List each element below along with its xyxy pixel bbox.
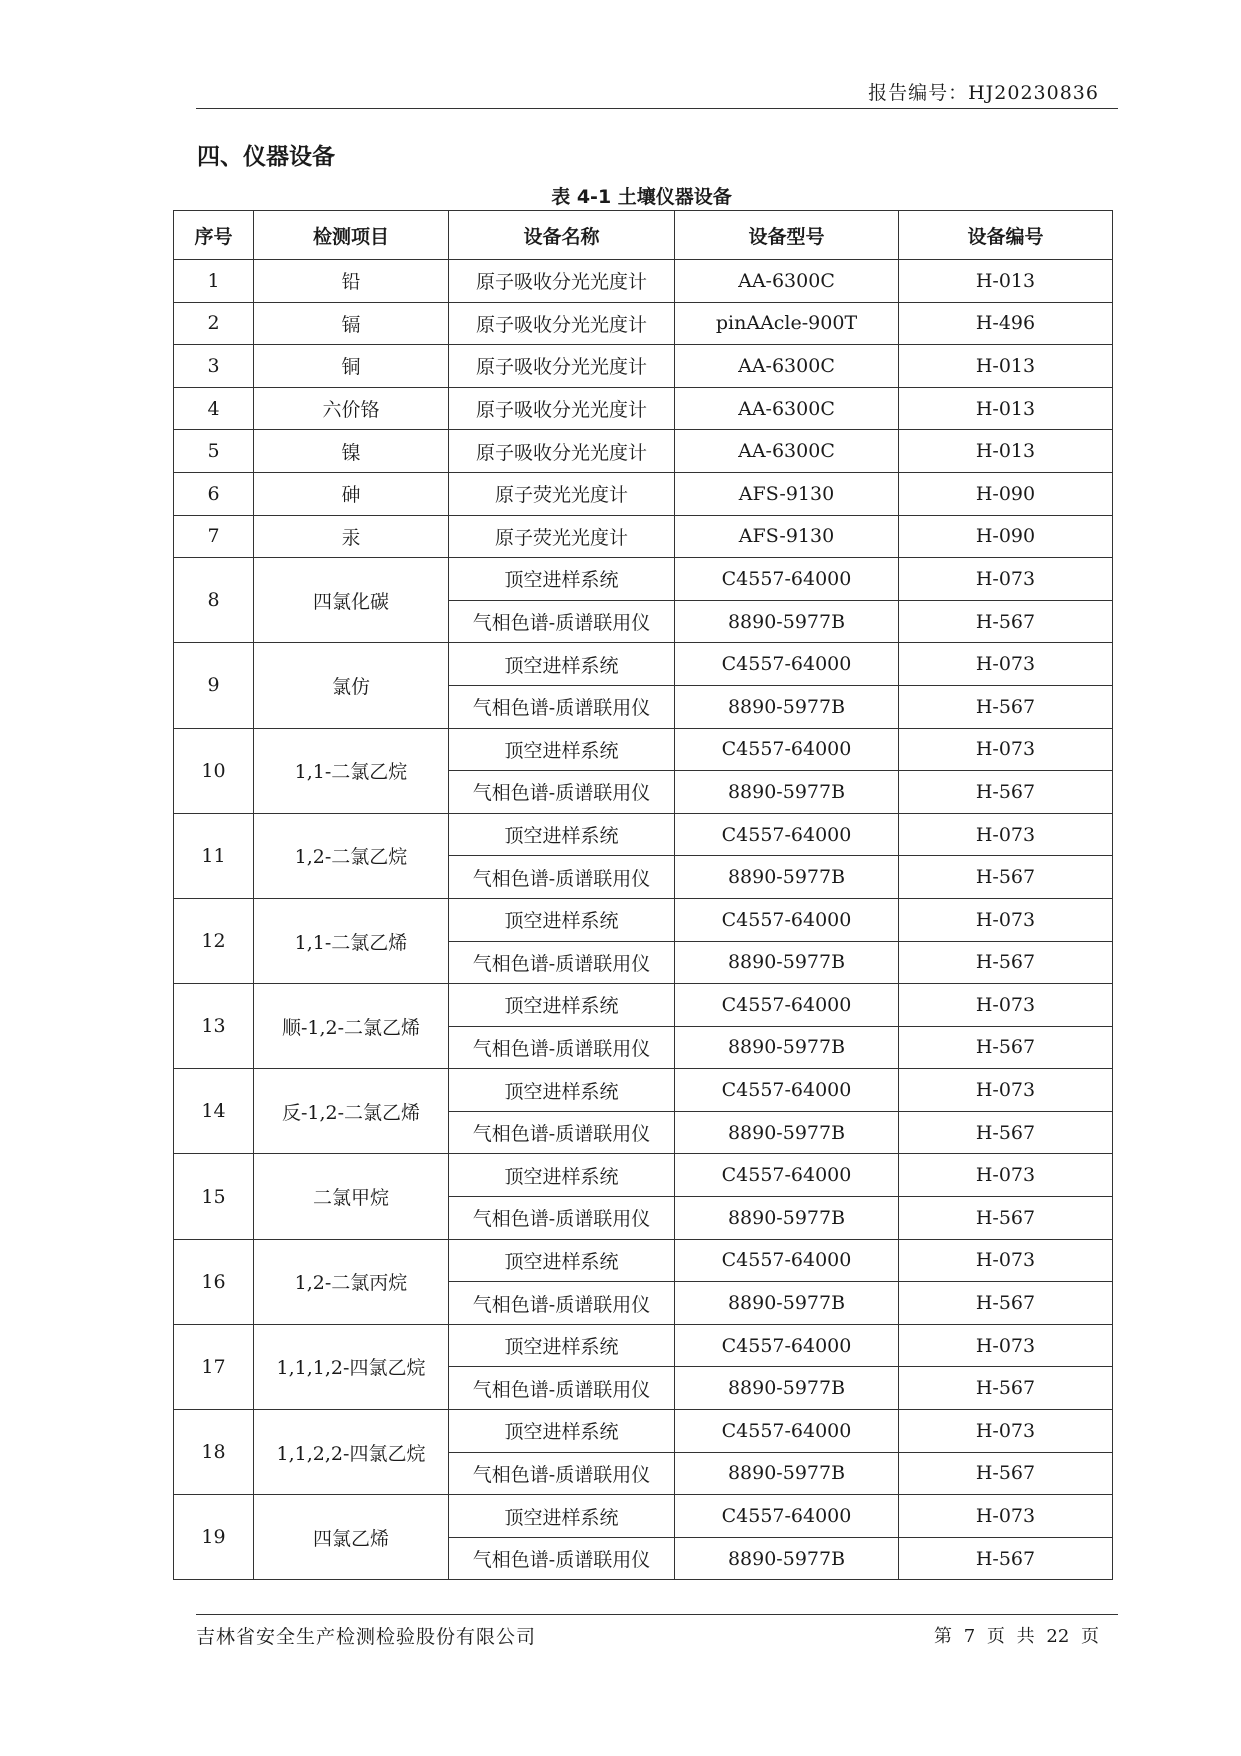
table-row [174,1239,1113,1282]
cell-equipment-model: 8890-5977B [675,600,899,643]
cell-equipment-id: H-073 [899,984,1113,1027]
cell-equipment-id: H-090 [899,515,1113,558]
cell-item: 砷 [254,472,449,515]
header-item: 检测项目 [254,211,449,260]
cell-no: 6 [174,472,254,515]
cell-equipment-name: 顶空进样系统 [449,1495,675,1538]
cell-equipment-id: H-567 [899,1282,1113,1325]
cell-equipment-name: 顶空进样系统 [449,898,675,941]
cell-no: 3 [174,345,254,388]
cell-equipment-id: H-073 [899,1154,1113,1197]
cell-equipment-model: C4557-64000 [675,984,899,1027]
cell-equipment-name: 气相色谱-质谱联用仪 [449,1452,675,1495]
cell-equipment-model: AA-6300C [675,387,899,430]
table-body [174,260,1113,1580]
cell-equipment-model: 8890-5977B [675,1537,899,1580]
table-row [174,1495,1113,1538]
cell-item: 六价铬 [254,387,449,430]
cell-item: 汞 [254,515,449,558]
cell-item: 1,1-二氯乙烷 [254,728,449,813]
cell-equipment-id: H-073 [899,1069,1113,1112]
cell-equipment-name: 气相色谱-质谱联用仪 [449,1026,675,1069]
table-row [174,260,1113,303]
cell-equipment-id: H-073 [899,558,1113,601]
cell-item: 1,2-二氯丙烷 [254,1239,449,1324]
cell-equipment-name: 原子吸收分光光度计 [449,345,675,388]
cell-no: 9 [174,643,254,728]
cell-item: 铜 [254,345,449,388]
cell-item: 镍 [254,430,449,473]
table-row [174,515,1113,558]
cell-equipment-id: H-567 [899,941,1113,984]
cell-no: 19 [174,1495,254,1580]
table-row [174,813,1113,856]
cell-equipment-name: 原子荧光光度计 [449,472,675,515]
header-no: 序号 [174,211,254,260]
section-title: 四、仪器设备 [197,144,335,170]
cell-equipment-name: 顶空进样系统 [449,1324,675,1367]
cell-equipment-model: C4557-64000 [675,1239,899,1282]
cell-equipment-model: 8890-5977B [675,1026,899,1069]
cell-equipment-model: C4557-64000 [675,1154,899,1197]
equipment-table [173,210,1113,1580]
cell-equipment-model: 8890-5977B [675,1452,899,1495]
cell-equipment-model: C4557-64000 [675,1410,899,1453]
table-row [174,1154,1113,1197]
table-row [174,1410,1113,1453]
header-equipment-model: 设备型号 [675,211,899,260]
cell-equipment-name: 顶空进样系统 [449,1239,675,1282]
report-number: 报告编号：HJ20230836 [868,82,1099,104]
cell-equipment-name: 气相色谱-质谱联用仪 [449,771,675,814]
cell-equipment-name: 气相色谱-质谱联用仪 [449,1537,675,1580]
cell-equipment-model: 8890-5977B [675,771,899,814]
cell-item: 1,1-二氯乙烯 [254,898,449,983]
cell-equipment-name: 顶空进样系统 [449,813,675,856]
table-row [174,1324,1113,1367]
table-row [174,302,1113,345]
table-row [174,643,1113,686]
cell-equipment-model: 8890-5977B [675,856,899,899]
cell-equipment-name: 原子吸收分光光度计 [449,430,675,473]
cell-equipment-id: H-567 [899,856,1113,899]
cell-equipment-id: H-013 [899,387,1113,430]
table-row [174,430,1113,473]
cell-equipment-model: C4557-64000 [675,1495,899,1538]
cell-item: 顺-1,2-二氯乙烯 [254,984,449,1069]
table-row [174,472,1113,515]
cell-equipment-model: 8890-5977B [675,941,899,984]
cell-equipment-id: H-073 [899,898,1113,941]
cell-equipment-id: H-496 [899,302,1113,345]
header-equipment-name: 设备名称 [449,211,675,260]
header-equipment-id: 设备编号 [899,211,1113,260]
cell-equipment-model: AFS-9130 [675,472,899,515]
table-header-row [174,211,1113,260]
cell-no: 4 [174,387,254,430]
cell-equipment-name: 气相色谱-质谱联用仪 [449,1282,675,1325]
cell-equipment-id: H-567 [899,771,1113,814]
cell-no: 5 [174,430,254,473]
cell-equipment-model: C4557-64000 [675,728,899,771]
cell-equipment-id: H-567 [899,1537,1113,1580]
table-row [174,558,1113,601]
cell-equipment-name: 气相色谱-质谱联用仪 [449,685,675,728]
cell-equipment-id: H-567 [899,1026,1113,1069]
cell-item: 四氯化碳 [254,558,449,643]
cell-equipment-name: 气相色谱-质谱联用仪 [449,1367,675,1410]
cell-equipment-name: 气相色谱-质谱联用仪 [449,600,675,643]
cell-no: 16 [174,1239,254,1324]
cell-equipment-name: 原子吸收分光光度计 [449,302,675,345]
page-number: 第 7 页 共 22 页 [934,1626,1099,1647]
cell-no: 18 [174,1410,254,1495]
cell-no: 14 [174,1069,254,1154]
cell-equipment-name: 顶空进样系统 [449,984,675,1027]
cell-equipment-name: 顶空进样系统 [449,1069,675,1112]
cell-equipment-id: H-073 [899,1324,1113,1367]
cell-equipment-id: H-073 [899,1239,1113,1282]
cell-item: 铅 [254,260,449,303]
cell-equipment-model: C4557-64000 [675,1324,899,1367]
header-divider [196,108,1118,109]
cell-equipment-model: C4557-64000 [675,813,899,856]
cell-equipment-model: 8890-5977B [675,1197,899,1240]
cell-no: 12 [174,898,254,983]
cell-no: 2 [174,302,254,345]
cell-item: 氯仿 [254,643,449,728]
cell-equipment-id: H-567 [899,685,1113,728]
cell-item: 1,2-二氯乙烷 [254,813,449,898]
cell-item: 1,1,1,2-四氯乙烷 [254,1324,449,1409]
table-row [174,728,1113,771]
cell-equipment-id: H-567 [899,1111,1113,1154]
cell-equipment-name: 气相色谱-质谱联用仪 [449,1111,675,1154]
cell-equipment-name: 原子吸收分光光度计 [449,260,675,303]
cell-no: 11 [174,813,254,898]
cell-item: 镉 [254,302,449,345]
company-name: 吉林省安全生产检测检验股份有限公司 [196,1626,537,1648]
table-row [174,345,1113,388]
cell-equipment-id: H-073 [899,643,1113,686]
cell-equipment-model: C4557-64000 [675,558,899,601]
table-row [174,984,1113,1027]
cell-equipment-id: H-013 [899,430,1113,473]
cell-equipment-model: AA-6300C [675,260,899,303]
cell-equipment-model: 8890-5977B [675,685,899,728]
cell-equipment-name: 气相色谱-质谱联用仪 [449,856,675,899]
cell-equipment-model: AA-6300C [675,430,899,473]
cell-equipment-model: AFS-9130 [675,515,899,558]
cell-equipment-model: 8890-5977B [675,1282,899,1325]
table-row [174,387,1113,430]
cell-equipment-name: 顶空进样系统 [449,643,675,686]
cell-equipment-id: H-073 [899,1495,1113,1538]
cell-equipment-name: 原子吸收分光光度计 [449,387,675,430]
cell-equipment-model: AA-6300C [675,345,899,388]
cell-no: 17 [174,1324,254,1409]
cell-equipment-id: H-073 [899,728,1113,771]
cell-equipment-id: H-073 [899,1410,1113,1453]
cell-equipment-name: 顶空进样系统 [449,558,675,601]
footer-divider [196,1614,1118,1615]
cell-equipment-model: C4557-64000 [675,898,899,941]
cell-no: 13 [174,984,254,1069]
cell-no: 15 [174,1154,254,1239]
cell-equipment-id: H-090 [899,472,1113,515]
table-caption: 表 4-1 土壤仪器设备 [551,186,732,208]
cell-equipment-model: C4557-64000 [675,643,899,686]
cell-item: 四氯乙烯 [254,1495,449,1580]
cell-no: 7 [174,515,254,558]
cell-equipment-id: H-073 [899,813,1113,856]
table-row [174,898,1113,941]
cell-equipment-model: C4557-64000 [675,1069,899,1112]
cell-equipment-id: H-013 [899,345,1113,388]
cell-equipment-id: H-567 [899,1197,1113,1240]
cell-equipment-model: 8890-5977B [675,1367,899,1410]
cell-item: 反-1,2-二氯乙烯 [254,1069,449,1154]
cell-equipment-id: H-013 [899,260,1113,303]
cell-equipment-name: 原子荧光光度计 [449,515,675,558]
cell-equipment-model: 8890-5977B [675,1111,899,1154]
cell-no: 8 [174,558,254,643]
cell-equipment-name: 顶空进样系统 [449,1154,675,1197]
cell-item: 二氯甲烷 [254,1154,449,1239]
table-row [174,1069,1113,1112]
cell-no: 10 [174,728,254,813]
cell-equipment-name: 顶空进样系统 [449,1410,675,1453]
cell-equipment-id: H-567 [899,600,1113,643]
cell-equipment-id: H-567 [899,1367,1113,1410]
cell-equipment-model: pinAAcle-900T [675,302,899,345]
cell-item: 1,1,2,2-四氯乙烷 [254,1410,449,1495]
cell-no: 1 [174,260,254,303]
cell-equipment-name: 顶空进样系统 [449,728,675,771]
cell-equipment-name: 气相色谱-质谱联用仪 [449,1197,675,1240]
cell-equipment-id: H-567 [899,1452,1113,1495]
cell-equipment-name: 气相色谱-质谱联用仪 [449,941,675,984]
